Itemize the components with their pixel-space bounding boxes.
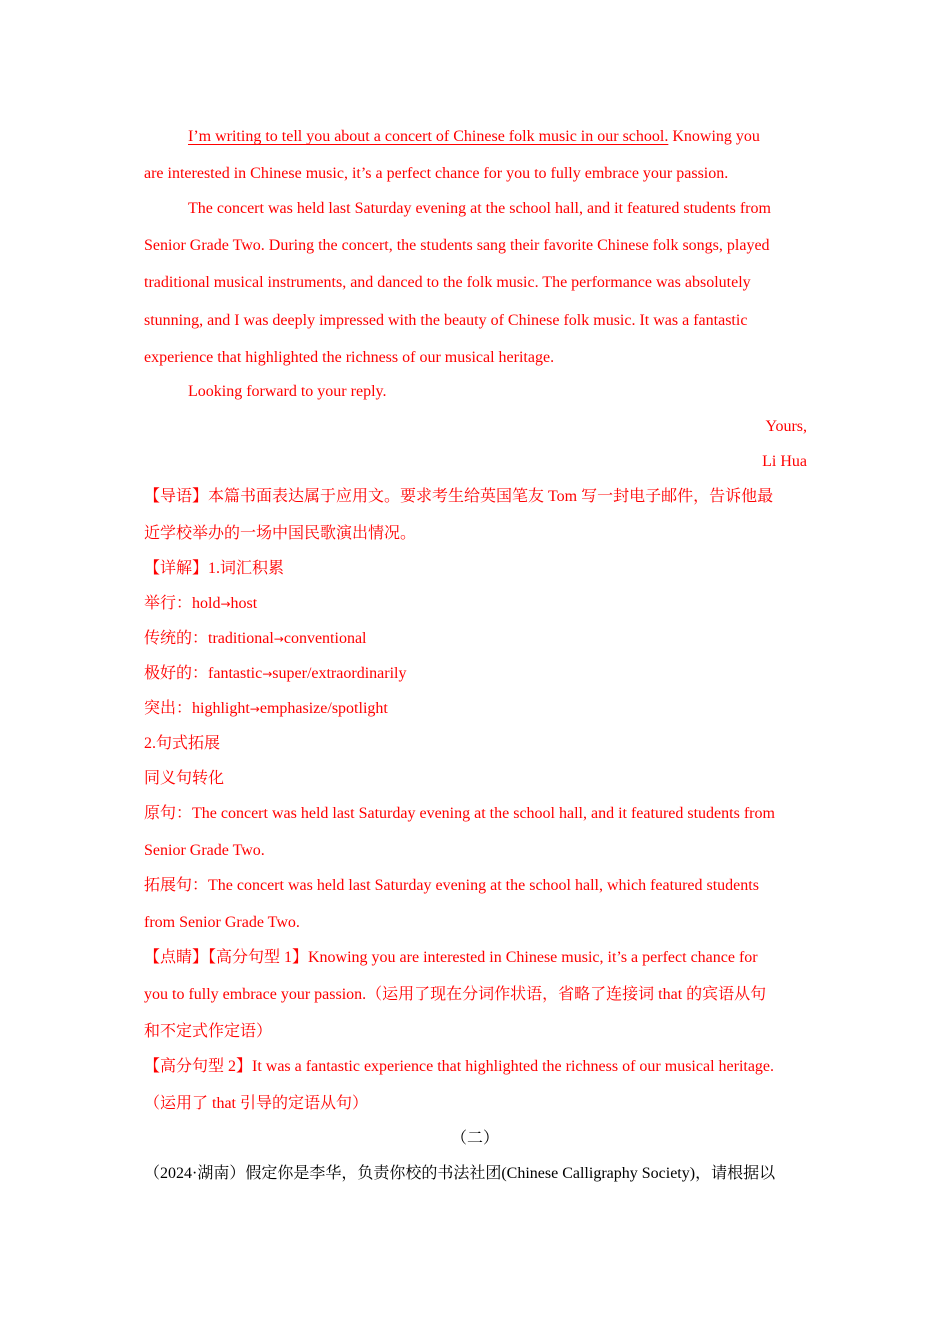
letter-intro-underlined: I’m writing to tell you about a concert of Chinese folk music in our school. [188,128,669,145]
vocab-to: super/extraordinarily [272,665,407,682]
letter-intro-line-2: are interested in Chinese music, it’s a perfect chance for you to fully embrace your passion. [144,165,729,182]
vocab-to: host [230,595,258,612]
expanded-sentence-line-2: from Senior Grade Two. [144,914,300,931]
synonym-subheading: 同义句转化 [144,770,225,787]
details-heading: 【详解】1.词汇积累 [144,560,285,577]
highlight-line-2: you to fully embrace your passion.（运用了现在分词作状语，省略了连接词 that 的宾语从句 [144,986,767,1003]
section-title: （二） [450,1130,499,1147]
vocab-cn: 突出： [144,700,193,717]
letter-body-line: stunning, and I was deeply impressed with the beauty of Chinese folk music. It was a fantastic [144,312,748,329]
vocab-item [144,593,257,615]
vocab-cn: 极好的： [144,665,209,682]
letter-body-line: experience that highlighted the richness of our musical heritage. [144,349,555,366]
vocab-cn: 举行： [144,595,193,612]
vocab-item [144,698,388,720]
highlight-line-5: （运用了 that 引导的定语从句） [144,1095,368,1112]
original-sentence-line-1: 原句：The concert was held last Saturday evening at the school hall, and it featured students from [144,805,775,822]
letter-signoff: Yours, [765,418,807,435]
guide-line-2: 近学校举办的一场中国民歌演出情况。 [144,525,417,542]
highlight-line-1: 【点睛】【高分句型 1】Knowing you are interested in Chinese music, it’s a perfect chance for [144,949,758,966]
vocab-to: emphasize/spotlight [259,700,388,717]
letter-body-line: Senior Grade Two. During the concert, the students sang their favorite Chinese folk songs, played [144,237,770,254]
vocab-from: highlight [192,700,250,717]
vocab-item [144,663,406,685]
arrow-right-icon: → [249,702,260,716]
vocab-from: fantastic [208,665,263,682]
vocab-from: hold [192,595,221,612]
letter-intro-line-1 [188,126,760,148]
highlight-line-4: 【高分句型 2】It was a fantastic experience that highlighted the richness of our musical heritage. [144,1058,775,1075]
arrow-right-icon: → [262,667,273,681]
arrow-right-icon: → [273,632,284,646]
vocab-item [144,628,366,650]
next-question-line-1: （2024·湖南）假定你是李华，负责你校的书法社团(Chinese Calligraphy Society)，请根据以 [144,1165,776,1182]
original-sentence-line-2: Senior Grade Two. [144,842,265,859]
letter-signature-name: Li Hua [762,453,807,470]
letter-body-line: traditional musical instruments, and danced to the folk music. The performance was absolutely [144,274,751,291]
vocab-from: traditional [208,630,274,647]
letter-intro-rest: Knowing you [668,128,760,145]
arrow-right-icon: → [220,597,231,611]
guide-line-1: 【导语】本篇书面表达属于应用文。要求考生给英国笔友 Tom 写一封电子邮件，告诉他最 [144,488,774,505]
highlight-line-3: 和不定式作定语） [144,1023,273,1040]
vocab-cn: 传统的： [144,630,209,647]
letter-closing: Looking forward to your reply. [188,383,387,400]
vocab-to: conventional [283,630,367,647]
expanded-sentence-line-1: 拓展句：The concert was held last Saturday evening at the school hall, which featured students [144,877,759,894]
letter-body-line: The concert was held last Saturday evening at the school hall, and it featured students from [188,200,771,217]
section-2-heading: 2.句式拓展 [144,735,221,752]
